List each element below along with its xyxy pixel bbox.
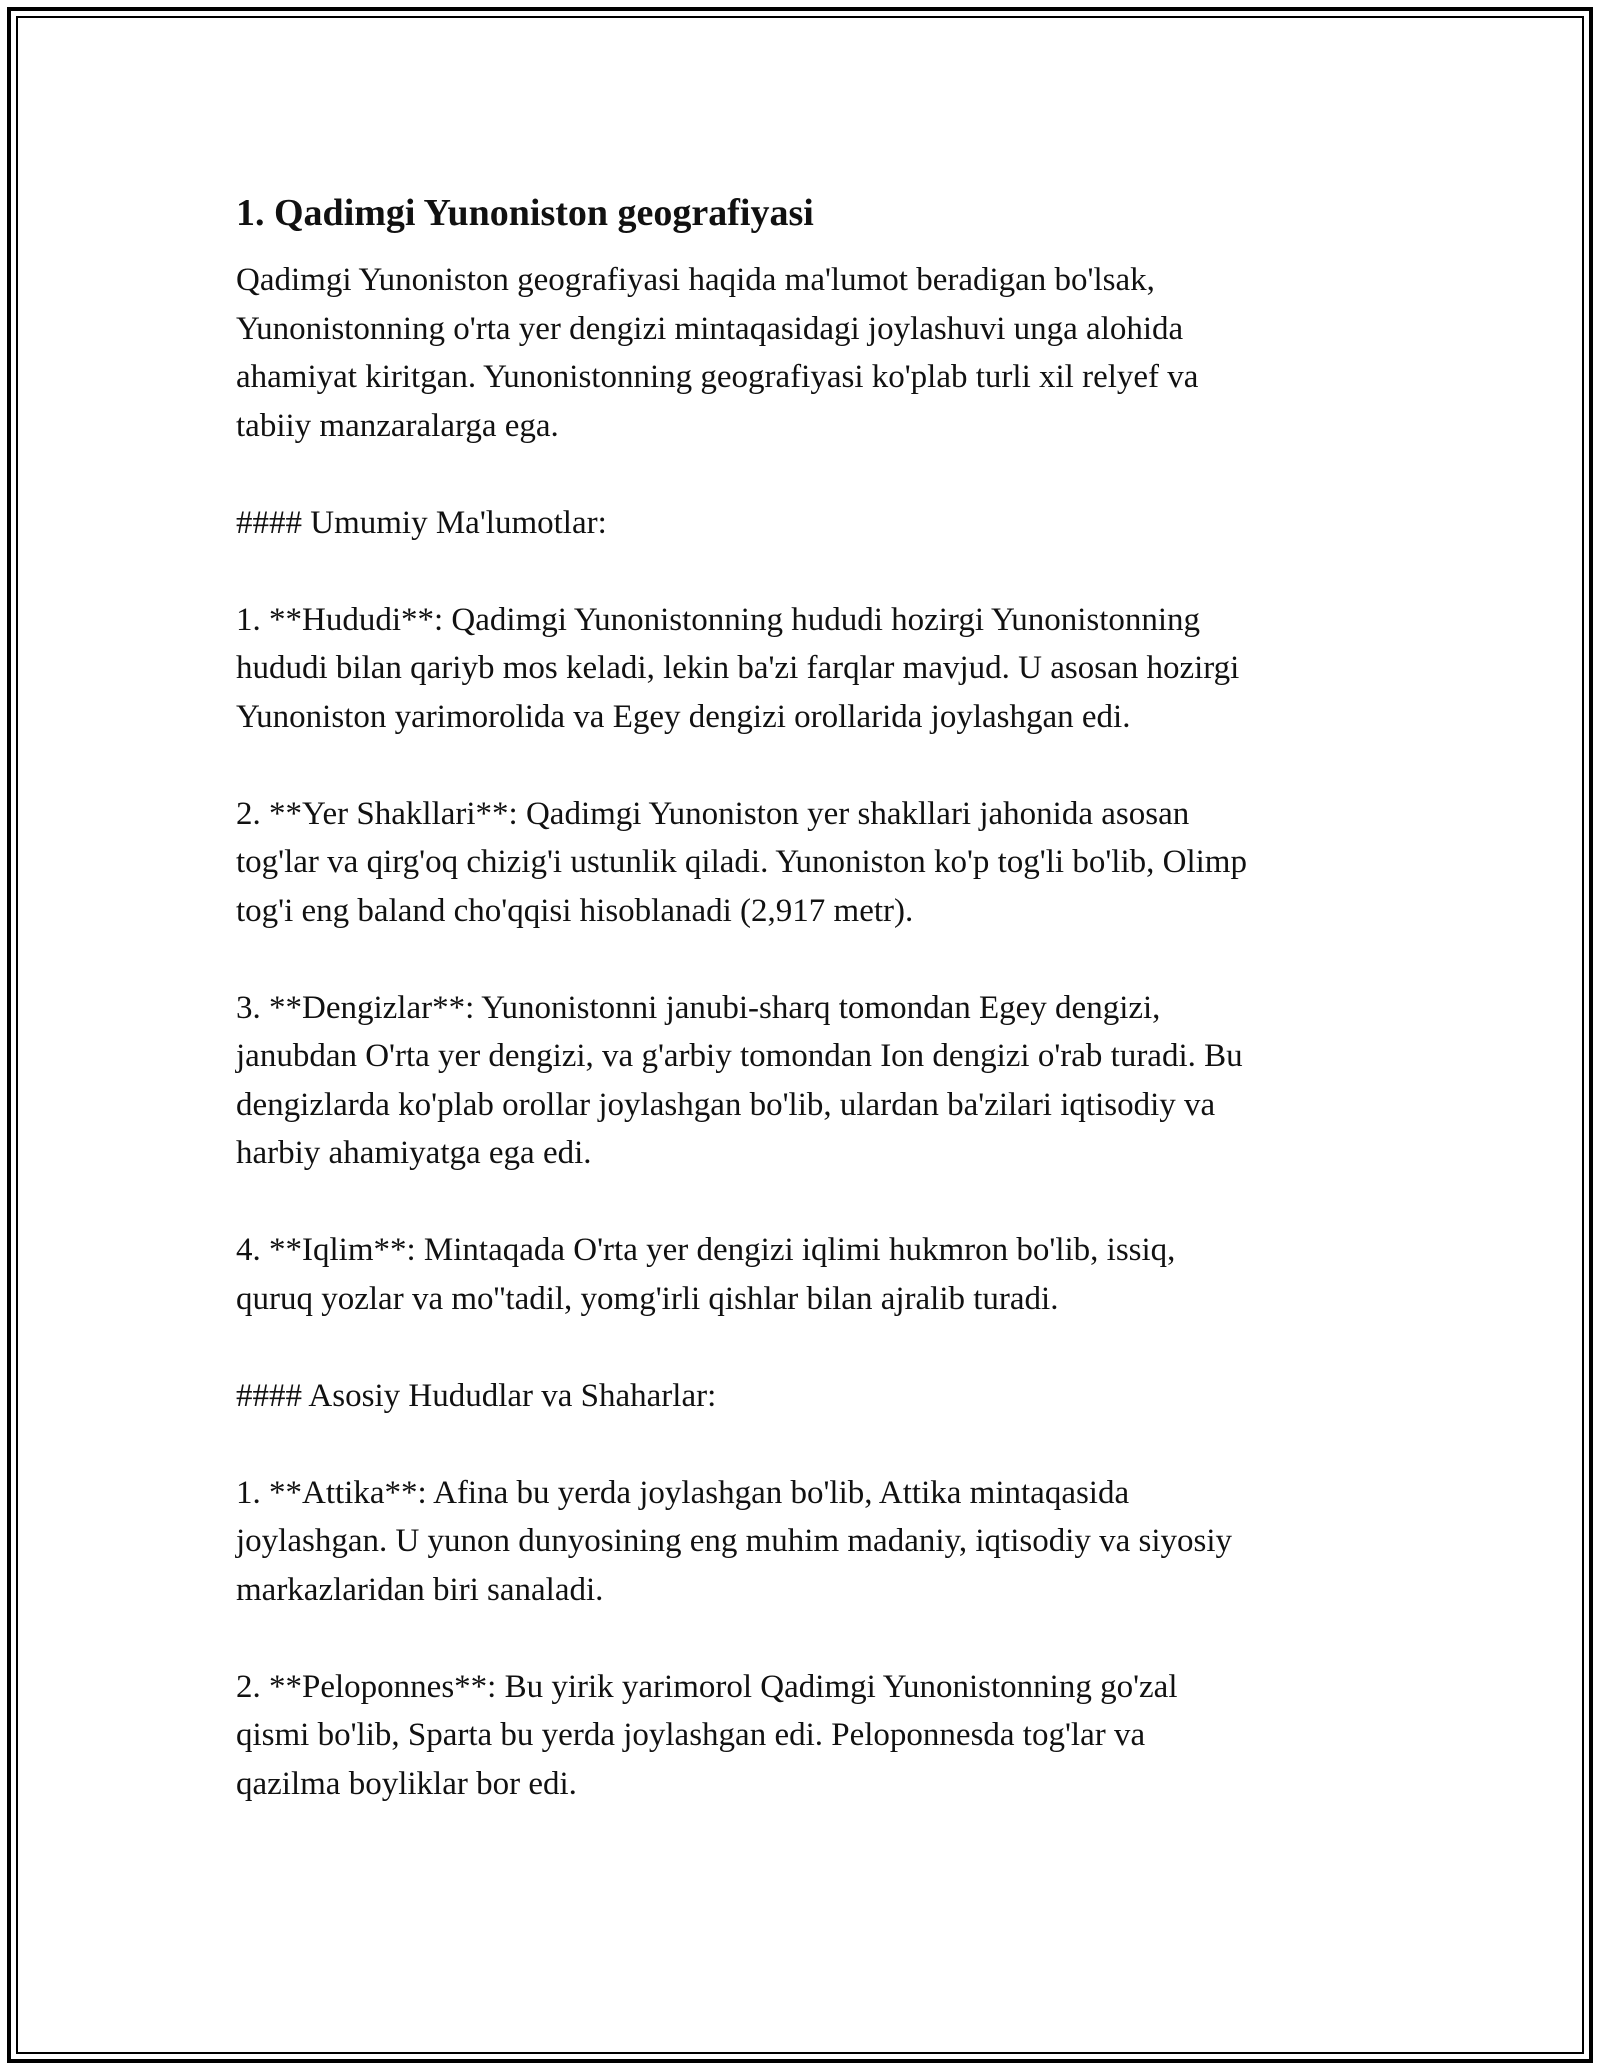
list-item-dengizlar: [236, 984, 1396, 1178]
text-line: dengizlarda ko'plab orollar joylashgan bo'lib, ulardan ba'zilari iqtisodiy va: [236, 1086, 1216, 1123]
text-line: joylashgan. U yunon dunyosining eng muhim madaniy, iqtisodiy va siyosiy: [236, 1523, 1233, 1559]
paragraph-gap: [236, 450, 1396, 499]
text-line: Yunonistonning o'rta yer dengizi mintaqasidagi joylashuvi unga alohida: [236, 310, 1184, 347]
text-line: 1. **Attika**: Afina bu yerda joylashgan bo'lib, Attika mintaqasida: [236, 1474, 1130, 1511]
text-line: hududi bilan qariyb mos keladi, lekin ba'zi farqlar mavjud. U asosan hozirgi: [236, 650, 1240, 686]
text-line: markazlaridan biri sanaladi.: [236, 1571, 604, 1608]
text-line: 2. **Yer Shakllari**: Qadimgi Yunoniston yer shakllari jahonida asosan: [236, 795, 1190, 832]
text-line: 4. **Iqlim**: Mintaqada O'rta yer dengizi iqlimi hukmron bo'lib, issiq,: [236, 1232, 1176, 1268]
text-line: tog'i eng baland cho'qqisi hisoblanadi (2,917 metr).: [236, 892, 914, 929]
text-line: quruq yozlar va mo''tadil, yomg'irli qishlar bilan ajralib turadi.: [236, 1280, 1059, 1317]
text-line: janubdan O'rta yer dengizi, va g'arbiy tomondan Ion dengizi o'rab turadi. Bu: [236, 1038, 1243, 1074]
text-line: Qadimgi Yunoniston geografiyasi haqida ma'lumot beradigan bo'lsak,: [236, 262, 1155, 298]
document-title: 1. Qadimgi Yunoniston geografiyasi: [236, 192, 814, 234]
section-heading-umumiy: #### Umumiy Ma'lumotlar:: [236, 504, 607, 541]
paragraph-gap: [236, 1614, 1396, 1663]
text-line: qismi bo'lib, Sparta bu yerda joylashgan edi. Peloponnesda tog'lar va: [236, 1717, 1146, 1753]
text-line: tog'lar va qirg'oq chizig'i ustunlik qiladi. Yunoniston ko'p tog'li bo'lib, Olimp: [236, 844, 1247, 880]
list-item-hududi: [236, 596, 1396, 742]
paragraph-gap: [236, 1323, 1396, 1372]
text-line: Yunoniston yarimorolida va Egey dengizi orollarida joylashgan edi.: [236, 698, 1131, 735]
text-line: harbiy ahamiyatga ega edi.: [236, 1135, 592, 1171]
document-body: [236, 188, 1396, 1808]
paragraph-gap: [236, 1178, 1396, 1227]
section-heading-asosiy: #### Asosiy Hududlar va Shaharlar:: [236, 1377, 717, 1414]
intro-paragraph: [236, 256, 1396, 450]
paragraph-gap: [236, 935, 1396, 984]
text-line: ahamiyat kiritgan. Yunonistonning geografiyasi ko'plab turli xil relyef va: [236, 359, 1199, 395]
paragraph-gap: [236, 1420, 1396, 1469]
text-line: 1. **Hududi**: Qadimgi Yunonistonning hududi hozirgi Yunonistonning: [236, 601, 1201, 638]
text-line: qazilma boyliklar bor edi.: [236, 1765, 577, 1802]
text-line: 2. **Peloponnes**: Bu yirik yarimorol Qadimgi Yunonistonning go'zal: [236, 1668, 1178, 1705]
list-item-peloponnes: [236, 1663, 1396, 1809]
paragraph-gap: [236, 547, 1396, 596]
list-item-iqlim: [236, 1226, 1396, 1323]
text-line: tabiiy manzaralarga ega.: [236, 407, 559, 444]
text-line: 3. **Dengizlar**: Yunonistonni janubi-sharq tomondan Egey dengizi,: [236, 989, 1161, 1026]
paragraph-gap: [236, 741, 1396, 790]
list-item-attika: [236, 1469, 1396, 1615]
list-item-yer-shakllari: [236, 790, 1396, 936]
